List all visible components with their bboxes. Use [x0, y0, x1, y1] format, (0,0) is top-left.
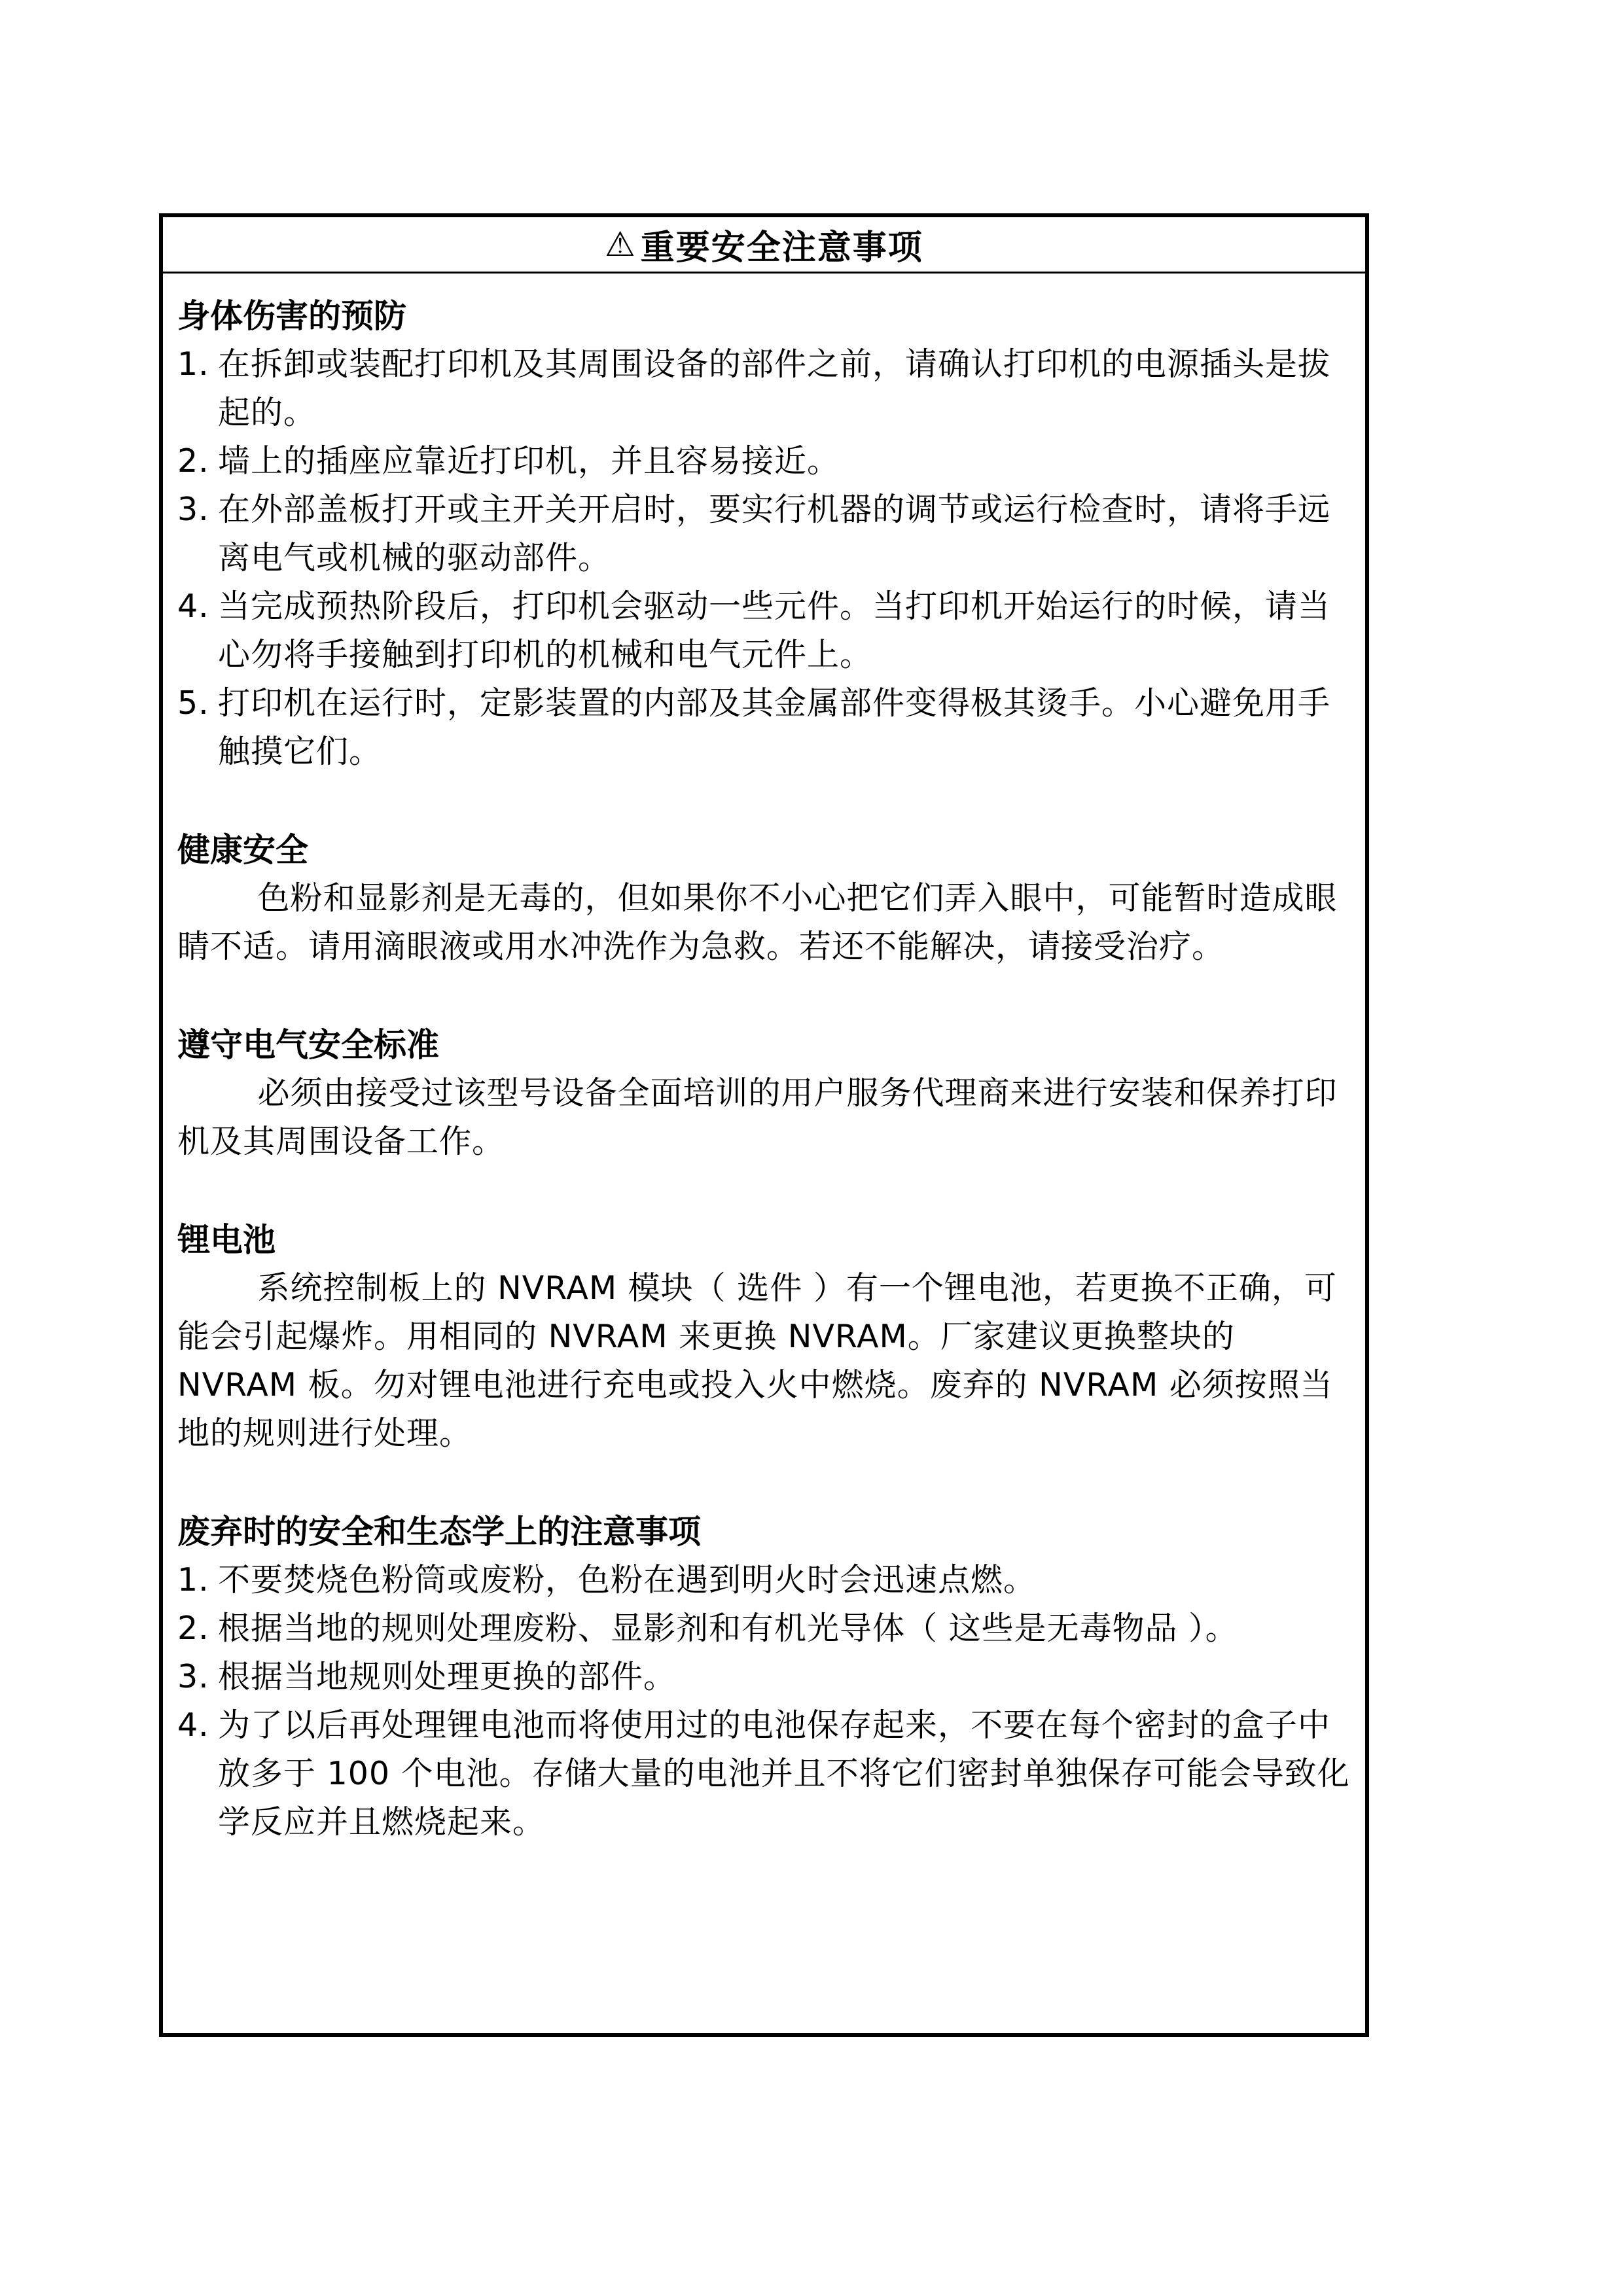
section-paragraph: 色粉和显影剂是无毒的，但如果你不小心把它们弄入眼中，可能暂时造成眼睛不适。请用滴眼液或用水冲洗作为急救。若还不能解决，请接受治疗。	[177, 879, 1338, 965]
list-item	[177, 486, 1351, 582]
list-number: 1.	[177, 1561, 209, 1598]
list-text: 为了以后再处理锂电池而将使用过的电池保存起来，不要在每个密封的盒子中放多于 100 个电池。存储大量的电池并且不将它们密封单独保存可能会导致化学反应并且燃烧起来。	[218, 1706, 1350, 1841]
section-heading: 健康安全	[177, 830, 308, 869]
list-text: 根据当地的规则处理废粉、显影剂和有机光导体（ 这些是无毒物品 ）。	[218, 1610, 1238, 1647]
list-item	[177, 340, 1351, 437]
list-number: 2.	[177, 1610, 209, 1647]
section-electrical-safety	[177, 1021, 1351, 1166]
section-injury-prevention	[177, 292, 1351, 776]
list-item	[177, 1604, 1351, 1653]
section-health-safety	[177, 826, 1351, 971]
numbered-list	[177, 1556, 1351, 1846]
numbered-list	[177, 340, 1351, 776]
list-text: 在拆卸或装配打印机及其周围设备的部件之前，请确认打印机的电源插头是拔起的。	[218, 345, 1331, 431]
list-item	[177, 1653, 1351, 1701]
list-text: 在外部盖板打开或主开关开启时，要实行机器的调节或运行检查时，请将手远离电气或机械的驱动部件。	[218, 491, 1331, 576]
list-item	[177, 437, 1351, 486]
list-text: 墙上的插座应靠近打印机，并且容易接近。	[218, 442, 840, 480]
list-item	[177, 679, 1351, 776]
list-number: 1.	[177, 345, 209, 383]
section-paragraph: 系统控制板上的 NVRAM 模块（ 选件 ）有一个锂电池，若更换不正确，可能会引起爆炸。用相同的 NVRAM 来更换 NVRAM。厂家建议更换整块的 NVRAM 板。勿对锂电池进行充电或投入火中燃烧。废弃的 NVRAM 必须按照当地的规则进行处理。	[177, 1269, 1337, 1452]
list-text: 不要焚烧色粉筒或废粉，色粉在遇到明火时会迅速点燃。	[218, 1561, 1037, 1598]
safety-notice-box	[159, 213, 1369, 2037]
list-text: 打印机在运行时，定影装置的内部及其金属部件变得极其烫手。小心避免用手触摸它们。	[218, 684, 1331, 770]
section-heading: 废弃时的安全和生态学上的注意事项	[177, 1512, 701, 1551]
notice-body	[163, 274, 1365, 1846]
list-number: 3.	[177, 1658, 209, 1695]
list-text: 根据当地规则处理更换的部件。	[218, 1658, 677, 1695]
list-number: 3.	[177, 491, 209, 528]
section-paragraph: 必须由接受过该型号设备全面培训的用户服务代理商来进行安装和保养打印机及其周围设备工作。	[177, 1074, 1338, 1160]
list-number: 2.	[177, 442, 209, 480]
notice-title: 重要安全注意事项	[640, 228, 923, 268]
list-number: 4.	[177, 588, 209, 625]
list-number: 5.	[177, 684, 209, 722]
list-text: 当完成预热阶段后，打印机会驱动一些元件。当打印机开始运行的时候，请当心勿将手接触到打印机的机械和电气元件上。	[218, 588, 1331, 673]
warning-icon: ⚠	[605, 224, 637, 264]
list-number: 4.	[177, 1706, 209, 1744]
list-item	[177, 582, 1351, 679]
list-item	[177, 1556, 1351, 1604]
section-heading: 锂电池	[177, 1220, 276, 1259]
list-item	[177, 1701, 1351, 1846]
section-heading: 遵守电气安全标准	[177, 1025, 439, 1064]
section-heading: 身体伤害的预防	[177, 296, 406, 335]
notice-header	[163, 217, 1365, 274]
section-disposal	[177, 1508, 1351, 1846]
section-lithium-battery	[177, 1216, 1351, 1458]
